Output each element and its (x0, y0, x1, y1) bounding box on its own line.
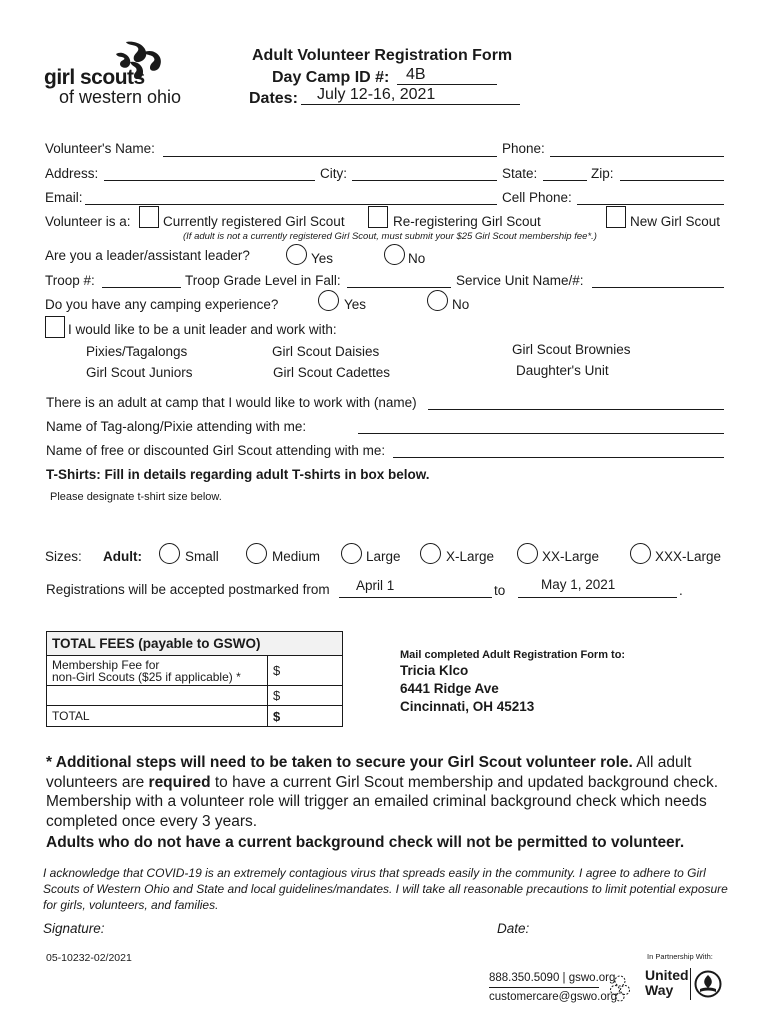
mail-heading: Mail completed Adult Registration Form to: (400, 649, 626, 661)
united-way-text (645, 968, 689, 998)
leader-no-label: No (408, 251, 426, 266)
camping-no-label: No (452, 297, 470, 312)
footer-phone-web: 888.350.5090 | gswo.org (489, 972, 616, 984)
adult-label: Adult: (103, 549, 142, 564)
unit-leader-checkbox[interactable] (45, 316, 65, 338)
tagalong-label: Name of Tag-along/Pixie attending with me: (46, 419, 307, 434)
address-label: Address: (45, 166, 99, 181)
zip-label: Zip: (591, 166, 614, 181)
background-check-note: Adults who do not have a current background check will not be permitted to volunteer. (46, 834, 685, 851)
fee-row2-label (47, 686, 268, 706)
leader-no-radio[interactable] (384, 244, 405, 265)
free-girl-field[interactable] (393, 457, 724, 458)
dates-label: Dates: (249, 90, 298, 107)
camping-question: Do you have any camping experience? (45, 297, 279, 312)
volunteer-status-label: Volunteer is a: (45, 214, 131, 229)
current-girl-scout-label: Currently registered Girl Scout (163, 214, 345, 229)
cell-phone-field[interactable] (577, 204, 724, 205)
total-value[interactable]: $ (268, 706, 343, 727)
size-medium-radio[interactable] (246, 543, 267, 564)
unit-option[interactable]: Pixies/Tagalongs (86, 344, 188, 359)
unit-option[interactable]: Girl Scout Cadettes (273, 365, 391, 380)
dates-value[interactable]: July 12-16, 2021 (317, 86, 436, 103)
fees-title: TOTAL FEES (payable to GSWO) (47, 632, 343, 656)
cell-phone-label: Cell Phone: (502, 190, 572, 205)
reregistering-label: Re-registering Girl Scout (393, 214, 541, 229)
leader-yes-radio[interactable] (286, 244, 307, 265)
partnership-text: In Partnership With: (647, 952, 713, 961)
signature-label: Signature: (43, 921, 105, 936)
work-with-adult-label: There is an adult at camp that I would like to work with (name) (46, 395, 417, 410)
footer-divider (489, 987, 599, 988)
camp-id-label: Day Camp ID #: (272, 69, 390, 86)
total-label: TOTAL (47, 706, 268, 727)
service-unit-field[interactable] (592, 287, 724, 288)
phone-label: Phone: (502, 141, 545, 156)
camp-id-value[interactable]: 4B (406, 66, 426, 83)
size-xlarge-radio[interactable] (420, 543, 441, 564)
registration-text: Registrations will be accepted postmarked from (46, 582, 330, 597)
state-label: State: (502, 166, 538, 181)
required-word: required (148, 773, 211, 791)
logo-line1: girl scouts (44, 66, 145, 89)
form-code: 05-10232-02/2021 (46, 952, 132, 964)
camping-yes-label: Yes (344, 297, 367, 312)
unit-option[interactable]: Girl Scout Juniors (86, 365, 193, 380)
unit-option[interactable]: Daughter's Unit (516, 363, 609, 378)
membership-fee-line1: Membership Fee for (52, 657, 160, 672)
size-label: Medium (272, 549, 321, 564)
leader-yes-label: Yes (311, 251, 334, 266)
size-label: XX-Large (542, 549, 600, 564)
volunteer-name-label: Volunteer's Name: (45, 141, 155, 156)
camping-no-radio[interactable] (427, 290, 448, 311)
date-label: Date: (497, 921, 530, 936)
registration-from[interactable]: April 1 (356, 578, 395, 593)
registration-to-line (518, 597, 677, 598)
zip-field[interactable] (620, 180, 724, 181)
troop-field[interactable] (102, 287, 181, 288)
membership-fee-line2: non-Girl Scouts ($25 if applicable) * (52, 669, 241, 684)
size-label: XXX-Large (655, 549, 722, 564)
united-word: United (645, 967, 689, 983)
united-way-logo-icon (694, 969, 722, 999)
email-label: Email: (45, 190, 83, 205)
additional-steps-note (46, 753, 726, 831)
membership-fee-label (47, 656, 268, 686)
camp-id-line (397, 84, 497, 85)
work-with-adult-field[interactable] (428, 409, 724, 410)
size-xxxlarge-radio[interactable] (630, 543, 651, 564)
registration-from-line (339, 597, 492, 598)
logo-line2: of western ohio (59, 87, 182, 107)
tshirt-subtext: Please designate t-shirt size below. (50, 491, 222, 503)
new-girl-scout-label: New Girl Scout (630, 214, 721, 229)
tagalong-field[interactable] (358, 433, 724, 434)
additional-steps-text-a: All adult volunteers are (46, 754, 692, 791)
troop-label: Troop #: (45, 273, 95, 288)
size-xxlarge-radio[interactable] (517, 543, 538, 564)
mail-name: Tricia Klco (400, 663, 469, 678)
service-unit-label: Service Unit Name/#: (456, 273, 584, 288)
way-word: Way (645, 982, 674, 998)
tshirt-heading: T-Shirts: Fill in details regarding adult T-shirts in box below. (46, 467, 430, 482)
email-field[interactable] (85, 204, 497, 205)
additional-steps-bold: * Additional steps will need to be taken to secure your Girl Scout volunteer role. (46, 754, 633, 771)
form-title: Adult Volunteer Registration Form (252, 47, 513, 64)
footer-email: customercare@gswo.org (489, 991, 617, 1003)
registration-to-label: to (494, 583, 506, 598)
current-girl-scout-checkbox[interactable] (139, 206, 159, 228)
registration-period: . (679, 583, 683, 598)
address-field[interactable] (104, 180, 315, 181)
reregistering-checkbox[interactable] (368, 206, 388, 228)
size-large-radio[interactable] (341, 543, 362, 564)
mail-city: Cincinnati, OH 45213 (400, 699, 535, 714)
united-way-divider (690, 968, 691, 1000)
free-girl-label: Name of free or discounted Girl Scout attending with me: (46, 443, 386, 458)
size-label: X-Large (446, 549, 495, 564)
size-label: Large (366, 549, 401, 564)
city-field[interactable] (352, 180, 497, 181)
fee-row2-value[interactable]: $ (268, 686, 343, 706)
state-field[interactable] (543, 180, 587, 181)
fees-table (46, 631, 343, 727)
size-small-radio[interactable] (159, 543, 180, 564)
city-label: City: (320, 166, 347, 181)
leader-question: Are you a leader/assistant leader? (45, 248, 250, 263)
covid-acknowledgement: I acknowledge that COVID-19 is an extremely contagious virus that spreads easily in the community. I agree to adhere to Girl Scouts of Western Ohio and State and local guidelines/mandates. I will take all reasonable precautions to limit potential exposure for girls, volunteers, and families. (43, 866, 728, 912)
phone-field[interactable] (550, 156, 724, 157)
dates-line (301, 104, 520, 105)
unit-leader-label: I would like to be a unit leader and work with: (68, 322, 337, 337)
volunteer-name-field[interactable] (163, 156, 497, 157)
mail-street: 6441 Ridge Ave (400, 681, 499, 696)
sizes-label: Sizes: (45, 549, 82, 564)
trefoil-outline-icon (609, 973, 631, 1003)
size-label: Small (185, 549, 219, 564)
membership-fee-note: (If adult is not a currently registered Girl Scout, must submit your $25 Girl Scout membership fee*.) (183, 231, 597, 242)
registration-to[interactable]: May 1, 2021 (541, 577, 616, 592)
unit-option[interactable]: Girl Scout Daisies (272, 344, 380, 359)
troop-grade-label: Troop Grade Level in Fall: (185, 273, 341, 288)
camping-yes-radio[interactable] (318, 290, 339, 311)
new-girl-scout-checkbox[interactable] (606, 206, 626, 228)
unit-option[interactable]: Girl Scout Brownies (512, 342, 631, 357)
membership-fee-value[interactable]: $ (268, 656, 343, 686)
troop-grade-field[interactable] (347, 287, 451, 288)
additional-steps-text-b: to have a current Girl Scout membership and updated background check. Membership with a volunteer role will trigger an emailed criminal background check which needs completed once every 3 years. (46, 773, 719, 830)
